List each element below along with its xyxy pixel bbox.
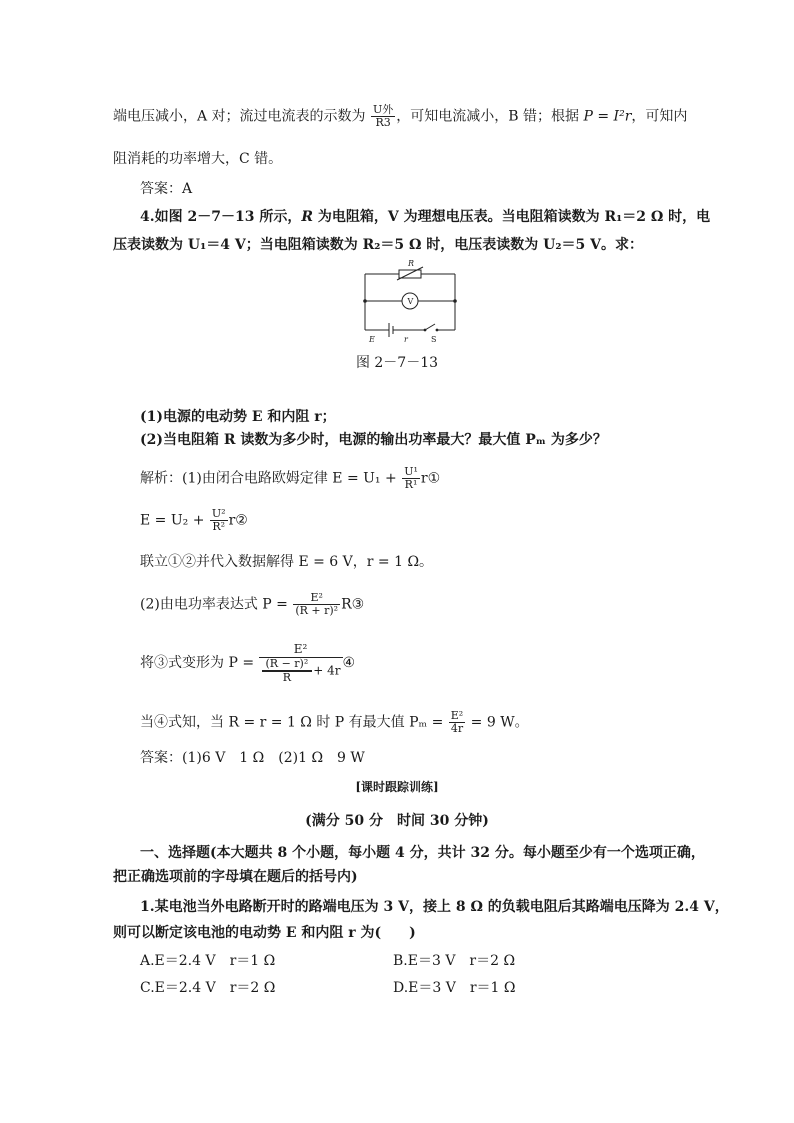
fraction-denominator: R (262, 671, 313, 684)
switch-contact (424, 329, 427, 332)
switch-lever (425, 324, 435, 330)
fraction (293, 592, 340, 617)
text-segment: U₂＝5 V。求： (543, 237, 643, 253)
text-segment: 端电压减小，A 对；流过电流表的示数为 (113, 108, 371, 125)
solution-line (140, 508, 248, 533)
question-line: 则可以断定该电池的电动势 E 和内阻 r 为( ) (113, 925, 416, 941)
emf-label: E (369, 335, 375, 344)
variable: R (301, 209, 313, 225)
fraction (449, 710, 465, 735)
text-line (113, 104, 687, 129)
fraction-denominator: 4r (449, 722, 465, 735)
fraction-denominator (259, 658, 343, 684)
text-segment: (2)由电功率表达式 P = (140, 596, 293, 613)
junction-dot (453, 299, 457, 303)
solution-line: 联立①②并代入数据解得 E = 6 V，r = 1 Ω。 (140, 554, 434, 570)
text-segment: r① (420, 470, 441, 487)
solution-line (140, 466, 440, 491)
text-segment: 压表读数为 (113, 237, 188, 253)
resistor-label: R (408, 259, 415, 268)
sub-question: (2)当电阻箱 R 读数为多少时，电源的输出功率最大？最大值 Pₘ 为多少？ (140, 432, 607, 448)
fraction (210, 508, 228, 533)
section-subtitle: (满分 50 分 时间 30 分钟) (305, 813, 489, 829)
solution-line (140, 710, 529, 735)
fraction (402, 466, 420, 491)
inner-fraction (262, 658, 313, 684)
fraction-numerator: E² (259, 642, 343, 658)
text-segment: ，可知电流减小，B 错；根据 (396, 108, 584, 125)
text-segment: 4.如图 2－7－13 所示， (140, 209, 302, 225)
text-segment: ④ (342, 655, 356, 671)
part-heading: 一、选择题(本大题共 8 个小题，每小题 4 分，共计 32 分。每小题至少有一个选项正确， (140, 845, 705, 861)
option-a: A.E＝2.4 V r＝1 Ω (140, 953, 276, 969)
fraction-denominator: R¹ (402, 478, 420, 491)
text-segment: E = U₂ + (140, 512, 209, 529)
question-line (140, 208, 710, 226)
answer-line: 答案：A (140, 181, 193, 197)
internal-resistance-label: r (404, 335, 408, 344)
sub-question: (1)电源的电动势 E 和内阻 r； (140, 409, 336, 425)
answer-line: 答案：(1)6 V 1 Ω (2)1 Ω 9 W (140, 750, 365, 766)
text-segment: 将③式变形为 P = (140, 655, 259, 671)
text-segment: ，可知内 (631, 108, 688, 125)
text-segment: = 9 W。 (466, 714, 529, 731)
formula: P = I²r (583, 108, 632, 125)
fraction-numerator: U外 (373, 103, 394, 116)
fraction-denominator: R² (210, 520, 228, 533)
question-line (113, 236, 643, 254)
question-line: 1.某电池当外电路断开时的路端电压为 3 V，接上 8 Ω 的负载电阻后其路端电压降为 2.4 V， (140, 899, 729, 915)
text-segment: R③ (341, 596, 365, 613)
fraction-numerator: E² (310, 591, 323, 604)
fraction (371, 104, 395, 129)
part-heading: 把正确选项前的字母填在题后的括号内) (113, 869, 358, 885)
solution-line (140, 592, 364, 617)
figure-caption: 图 2－7－13 (355, 355, 439, 371)
fraction-numerator: (R − r)² (262, 658, 313, 671)
section-title: [课时跟踪训练] (355, 780, 439, 794)
text-segment: U₁＝4 V；当电阻箱读数为 (187, 237, 363, 253)
fraction-denominator: R3 (371, 116, 395, 129)
text-segment: r② (228, 512, 248, 529)
circuit-diagram (355, 258, 465, 346)
solution-line (140, 642, 355, 684)
option-c: C.E＝2.4 V r＝2 Ω (140, 980, 276, 996)
junction-dot (363, 299, 367, 303)
compound-fraction (259, 642, 343, 684)
option-d: D.E＝3 V r＝1 Ω (393, 980, 516, 996)
fraction-numerator: E² (450, 709, 464, 722)
fraction-numerator: U¹ (404, 465, 418, 478)
text-segment: 当④式知，当 R = r = 1 Ω 时 P 有最大值 Pₘ = (140, 714, 448, 731)
switch-contact (436, 329, 439, 332)
switch-label: S (431, 335, 437, 344)
fraction-numerator: U² (211, 507, 226, 520)
text-segment: 为电阻箱，V 为理想电压表。当电阻箱读数为 (312, 209, 605, 225)
text-segment: R₂＝5 Ω 时，电压表读数为 (362, 237, 544, 253)
option-b: B.E＝3 V r＝2 Ω (393, 953, 516, 969)
text-line: 阻消耗的功率增大，C 错。 (113, 151, 283, 167)
text-segment: R₁＝2 Ω 时，电 (604, 209, 711, 225)
text-segment: 解析：(1)由闭合电路欧姆定律 E = U₁ + (140, 470, 402, 487)
fraction-denominator: (R + r)² (295, 604, 339, 617)
voltmeter-label: V (407, 297, 414, 306)
text-segment: + 4r (313, 663, 341, 678)
